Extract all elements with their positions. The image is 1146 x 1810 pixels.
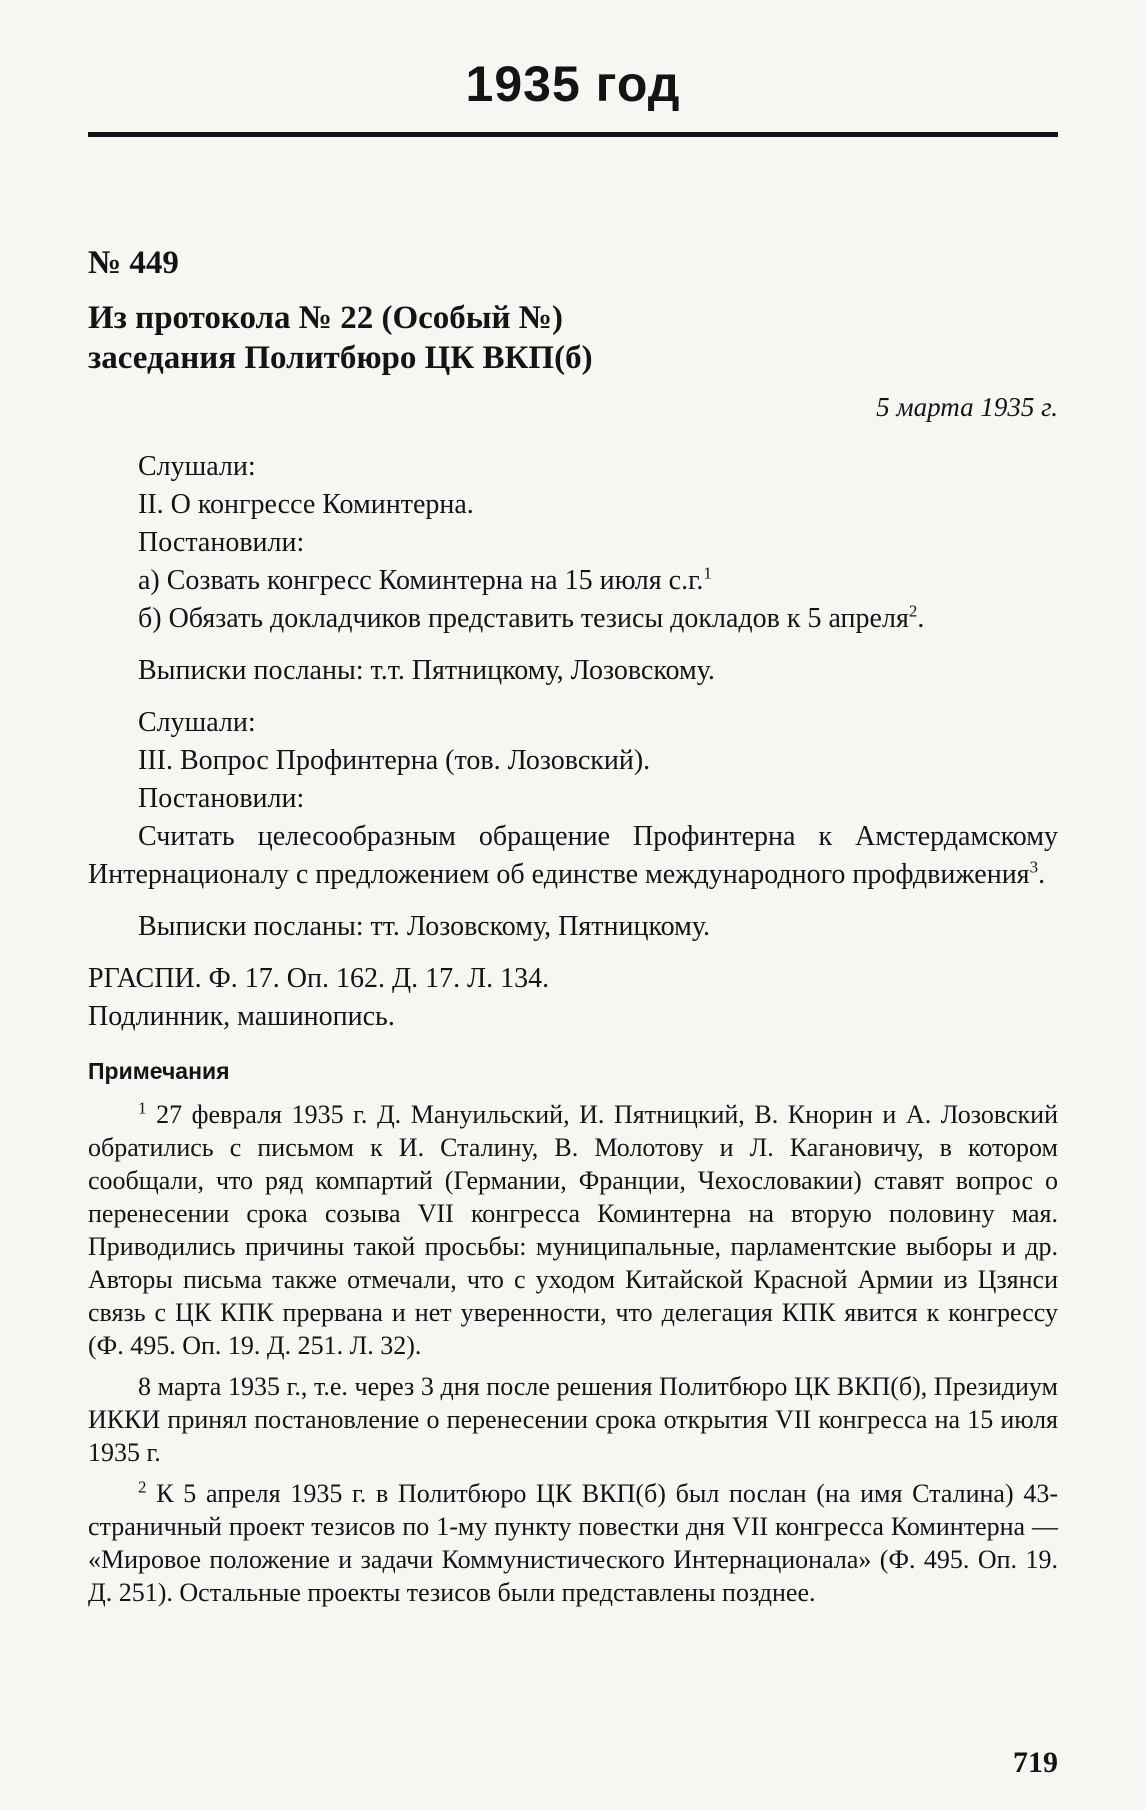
archive-reference: РГАСПИ. Ф. 17. Оп. 162. Д. 17. Л. 134.	[88, 963, 550, 994]
note-1-marker: 1	[138, 1098, 147, 1118]
title-line-1: Из протокола № 22 (Особый №)	[88, 300, 563, 336]
agenda-item-2: III. Вопрос Профинтерна (тов. Лозовский).	[138, 745, 651, 776]
resolution-2: Считать целесообразным обращение Профинтерна к Амстердамскому Интернационалу с предложением об единстве международного профдвижения$^3$.	[88, 821, 1058, 890]
note-2-marker: 2	[138, 1477, 147, 1497]
resolved-label-2: Постановили:	[138, 783, 305, 814]
document-number: № 449	[88, 245, 179, 281]
page-number: 719	[1013, 1746, 1058, 1779]
note-2: $^2$ К 5 апреля 1935 г. в Политбюро ЦК ВКП(б) был послан (на имя Сталина) 43-страничный проект тезисов по 1-му пункту повестки дня VII конгресса Коминтерна — «Мировое положение и задачи Коммунистического Интернационала» (Ф. 495. Оп. 19. Д. 251). Остальные проекты тезисов были представлены позднее.	[88, 1477, 1058, 1607]
agenda-item-1: II. О конгрессе Коминтерна.	[138, 489, 474, 520]
heard-label-2: Слушали:	[138, 707, 256, 738]
document-date: 5 марта 1935 г.	[876, 392, 1058, 422]
footnote-ref-1: 1	[703, 563, 712, 583]
notes-section	[88, 1098, 1058, 1609]
heard-label-1: Слушали:	[138, 451, 256, 482]
resolution-1b: б) Обязать докладчиков представить тезисы докладов к 5 апреля$^2$.	[138, 601, 925, 634]
document-title	[88, 298, 1058, 378]
sent-to-2: Выписки посланы: тт. Лозовскому, Пятницкому.	[138, 911, 711, 942]
resolved-label-1: Постановили:	[138, 527, 305, 558]
note-1: $^1$ 27 февраля 1935 г. Д. Мануильский, И. Пятницкий, В. Кнорин и А. Лозовский обратились с письмом к И. Сталину, В. Молотову и Л. Кагановичу, в котором сообщали, что ряд компартий (Германии, Франции, Чехословакии) ставят вопрос о перенесении срока созыва VII конгресса Коминтерна на вторую половину мая. Приводились причины такой просьбы: муниципальные, парламентские выборы и др. Авторы письма также отмечали, что с уходом Китайской Красной Армии из Цзянси связь с ЦК КПК прервана и нет уверенности, что делегация КПК явится к конгрессу (Ф. 495. Оп. 19. Д. 251. Л. 32).	[88, 1098, 1058, 1360]
header-rule	[88, 132, 1058, 137]
resolution-1a: а) Созвать конгресс Коминтерна на 15 июля с.г.$^1$	[138, 563, 712, 596]
running-header-year: 1935 год	[465, 56, 681, 112]
notes-heading: Примечания	[88, 1058, 230, 1084]
title-line-2: заседания Политбюро ЦК ВКП(б)	[88, 340, 593, 376]
footnote-ref-3: 3	[1029, 857, 1039, 877]
footnote-ref-2: 2	[908, 601, 918, 621]
original-note: Подлинник, машинопись.	[88, 1001, 395, 1032]
note-1-continuation: 8 марта 1935 г., т.е. через 3 дня после решения Политбюро ЦК ВКП(б), Президиум ИККИ принял постановление о перенесении срока открытия VII конгресса на 15 июля 1935 г.	[88, 1372, 1058, 1467]
sent-to-1: Выписки посланы: т.т. Пятницкому, Лозовскому.	[138, 655, 715, 686]
protocol-body	[88, 448, 1058, 1609]
